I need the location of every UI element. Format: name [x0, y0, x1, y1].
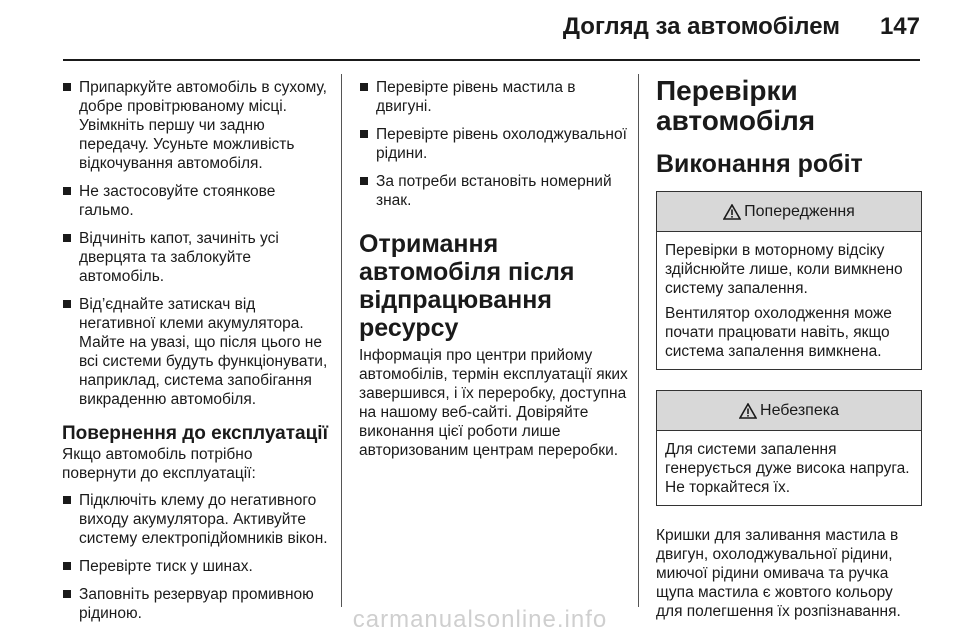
section-heading-end-of-life: Отримання автомобіля після відпрацювання ресурсу [359, 230, 575, 342]
watermark: carmanualsonline.info [352, 606, 608, 633]
list-item: Підключіть клему до негативного виходу акумулятора. Активуйте систему електропідйомників вікон. [62, 491, 330, 548]
list-item: Заповніть резервуар промивною рідиною. [62, 585, 330, 623]
list-item: Не застосовуйте стоянкове гальмо. [62, 182, 330, 220]
danger-paragraph: Для системи запалення генерується дуже висока напруга. Не торкайтеся їх. [665, 441, 910, 496]
section-text-end-of-life: Інформація про центри прийому автомобілів, термін експлуатації яких завершився, і їх переробку, доступна на нашому веб-сайті. Довіряйте виконання цієї роботи лише авторизованим центрам переробки. [359, 347, 628, 459]
section-intro: Якщо автомобіль потрібно повернути до експлуатації: [62, 446, 256, 482]
column-divider [341, 74, 342, 607]
danger-box-body [657, 431, 921, 505]
column-divider [638, 74, 639, 607]
list-item: За потреби встановіть номерний знак. [359, 172, 629, 210]
danger-box-title: Небезпека [760, 401, 839, 419]
list-item: Відчиніть капот, зачиніть усі дверцята та заблокуйте автомобіль. [62, 229, 330, 286]
warning-paragraph: Перевірки в моторному відсіку здійснюйте лише, коли вимкнено систему запалення. [665, 242, 903, 297]
closing-text: Кришки для заливання мастила в двигун, охолоджувальної рідини, миючої рідини омивача та ручка щупа мастила є жовтого кольору для полегшення їх розпізнавання. [656, 527, 901, 620]
list-item: Перевірте рівень мастила в двигуні. [359, 78, 629, 116]
warning-box-title: Попередження [744, 202, 855, 220]
list-item: Перевірте рівень охолоджувальної рідини. [359, 125, 629, 163]
checks-list [359, 78, 629, 210]
return-steps-list [62, 491, 330, 623]
warning-box-body [657, 232, 921, 369]
warning-box [656, 191, 922, 370]
column-3 [656, 76, 922, 621]
section-heading-return: Повернення до експлуатації [62, 423, 328, 444]
page-header-title: Догляд за автомобілем [562, 13, 840, 40]
storage-steps-list [62, 78, 330, 409]
warning-paragraph: Вентилятор охолодження може почати працювати навіть, якщо система запалення вимкнена. [665, 305, 892, 360]
sub-heading: Виконання робіт [656, 150, 863, 178]
column-2 [359, 78, 629, 460]
column-1 [62, 78, 330, 632]
main-heading: Перевірки автомобіля [656, 75, 816, 136]
danger-box [656, 390, 922, 506]
list-item: Припаркуйте автомобіль в сухому, добре провітрюваному місці. Увімкніть першу чи задню передачу. Усуньте можливість відкочування автомобіля. [62, 78, 330, 173]
warning-box-header [657, 192, 921, 232]
list-item: Від’єднайте затискач від негативної клеми акумулятора. Майте на увазі, що після цього не всі системи будуть функціонувати, наприклад, система запобігання викраденню автомобіля. [62, 295, 330, 409]
danger-box-header [657, 391, 921, 431]
page-number: 147 [879, 13, 920, 40]
list-item: Перевірте тиск у шинах. [62, 557, 330, 576]
header-divider [63, 59, 920, 61]
warning-triangle-icon [739, 403, 757, 419]
warning-triangle-icon [723, 204, 741, 220]
